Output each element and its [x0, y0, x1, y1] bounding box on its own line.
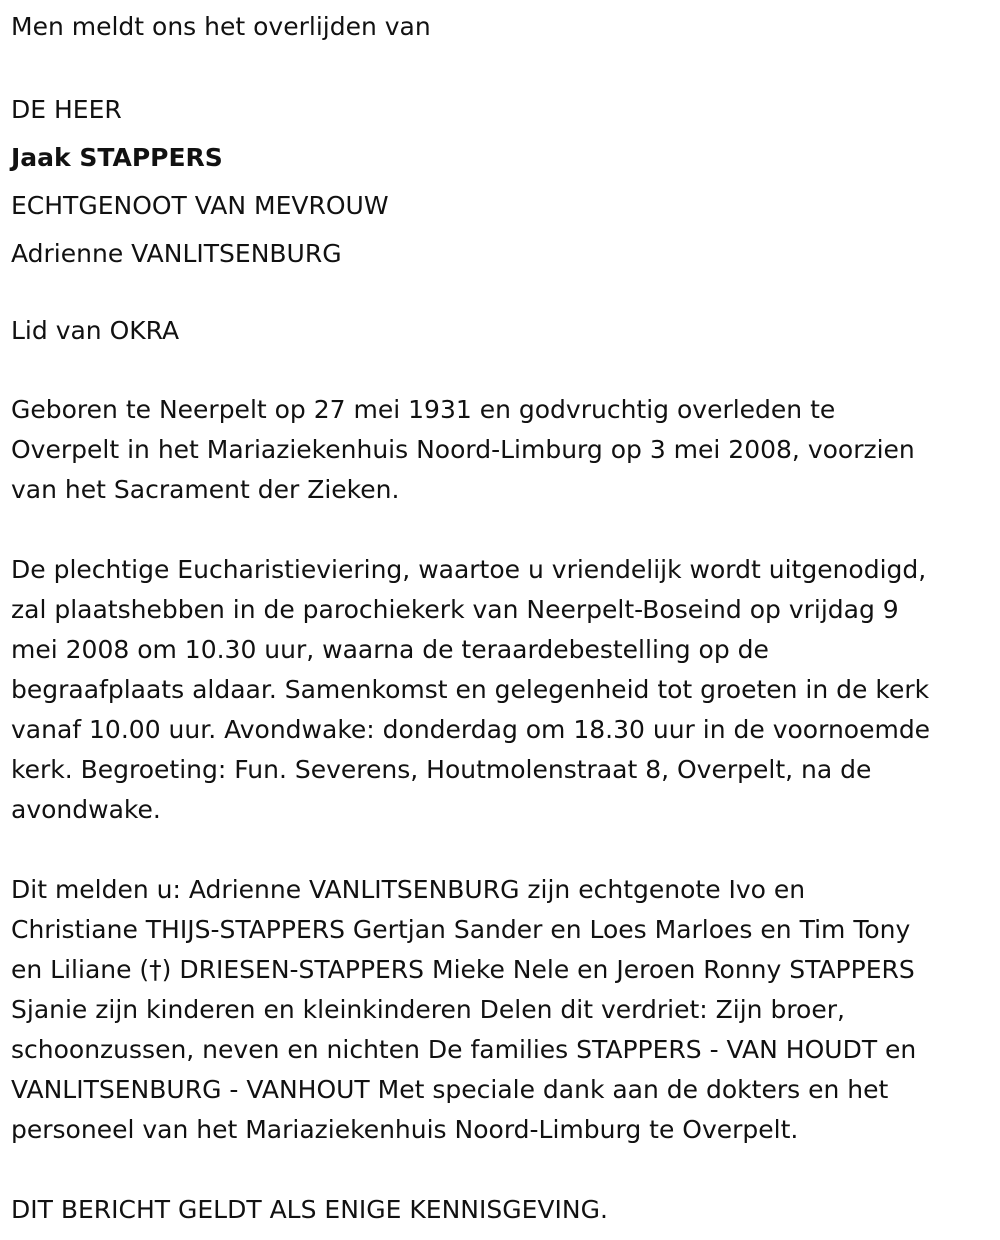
- ceremony-paragraph: [11, 550, 930, 830]
- family-paragraph: [11, 870, 916, 1150]
- paragraph-line: Christiane THIJS-STAPPERS Gertjan Sander en Loes Marloes en Tim Tony: [11, 915, 911, 944]
- paragraph-line: De plechtige Eucharistieviering, waartoe u vriendelijk wordt uitgenodigd,: [11, 555, 927, 584]
- intro-text: Men meldt ons het overlijden van: [11, 12, 431, 41]
- paragraph-line: begraafplaats aldaar. Samenkomst en gelegenheid tot groeten in de kerk: [11, 675, 930, 704]
- paragraph-line: avondwake.: [11, 795, 161, 824]
- birth-death-paragraph: [11, 390, 915, 510]
- paragraph-line: en Liliane (†) DRIESEN-STAPPERS Mieke Nele en Jeroen Ronny STAPPERS: [11, 955, 915, 984]
- paragraph-line: Sjanie zijn kinderen en kleinkinderen Delen dit verdriet: Zijn broer,: [11, 995, 845, 1024]
- paragraph-line: schoonzussen, neven en nichten De families STAPPERS - VAN HOUDT en: [11, 1035, 917, 1064]
- honorific: DE HEER: [11, 95, 122, 124]
- paragraph-line: Overpelt in het Mariaziekenhuis Noord-Limburg op 3 mei 2008, voorzien: [11, 435, 915, 464]
- paragraph-line: van het Sacrament der Zieken.: [11, 475, 400, 504]
- paragraph-line: kerk. Begroeting: Fun. Severens, Houtmolenstraat 8, Overpelt, na de: [11, 755, 872, 784]
- paragraph-line: personeel van het Mariaziekenhuis Noord-Limburg te Overpelt.: [11, 1115, 799, 1144]
- paragraph-line: VANLITSENBURG - VANHOUT Met speciale dank aan de dokters en het: [11, 1075, 889, 1104]
- paragraph-line: Dit melden u: Adrienne VANLITSENBURG zijn echtgenote Ivo en: [11, 875, 806, 904]
- paragraph-line: Geboren te Neerpelt op 27 mei 1931 en godvruchtig overleden te: [11, 395, 836, 424]
- membership-text: Lid van OKRA: [11, 316, 180, 345]
- closing-notice: DIT BERICHT GELDT ALS ENIGE KENNISGEVING.: [11, 1195, 608, 1224]
- paragraph-line: zal plaatshebben in de parochiekerk van Neerpelt-Boseind op vrijdag 9: [11, 595, 899, 624]
- paragraph-line: mei 2008 om 10.30 uur, waarna de teraardebestelling op de: [11, 635, 769, 664]
- spouse-relation: ECHTGENOOT VAN MEVROUW: [11, 191, 389, 220]
- paragraph-line: vanaf 10.00 uur. Avondwake: donderdag om 18.30 uur in de voornoemde: [11, 715, 931, 744]
- deceased-name: Jaak STAPPERS: [11, 143, 223, 172]
- deceased-heading: [11, 86, 389, 278]
- spouse-name: Adrienne VANLITSENBURG: [11, 239, 342, 268]
